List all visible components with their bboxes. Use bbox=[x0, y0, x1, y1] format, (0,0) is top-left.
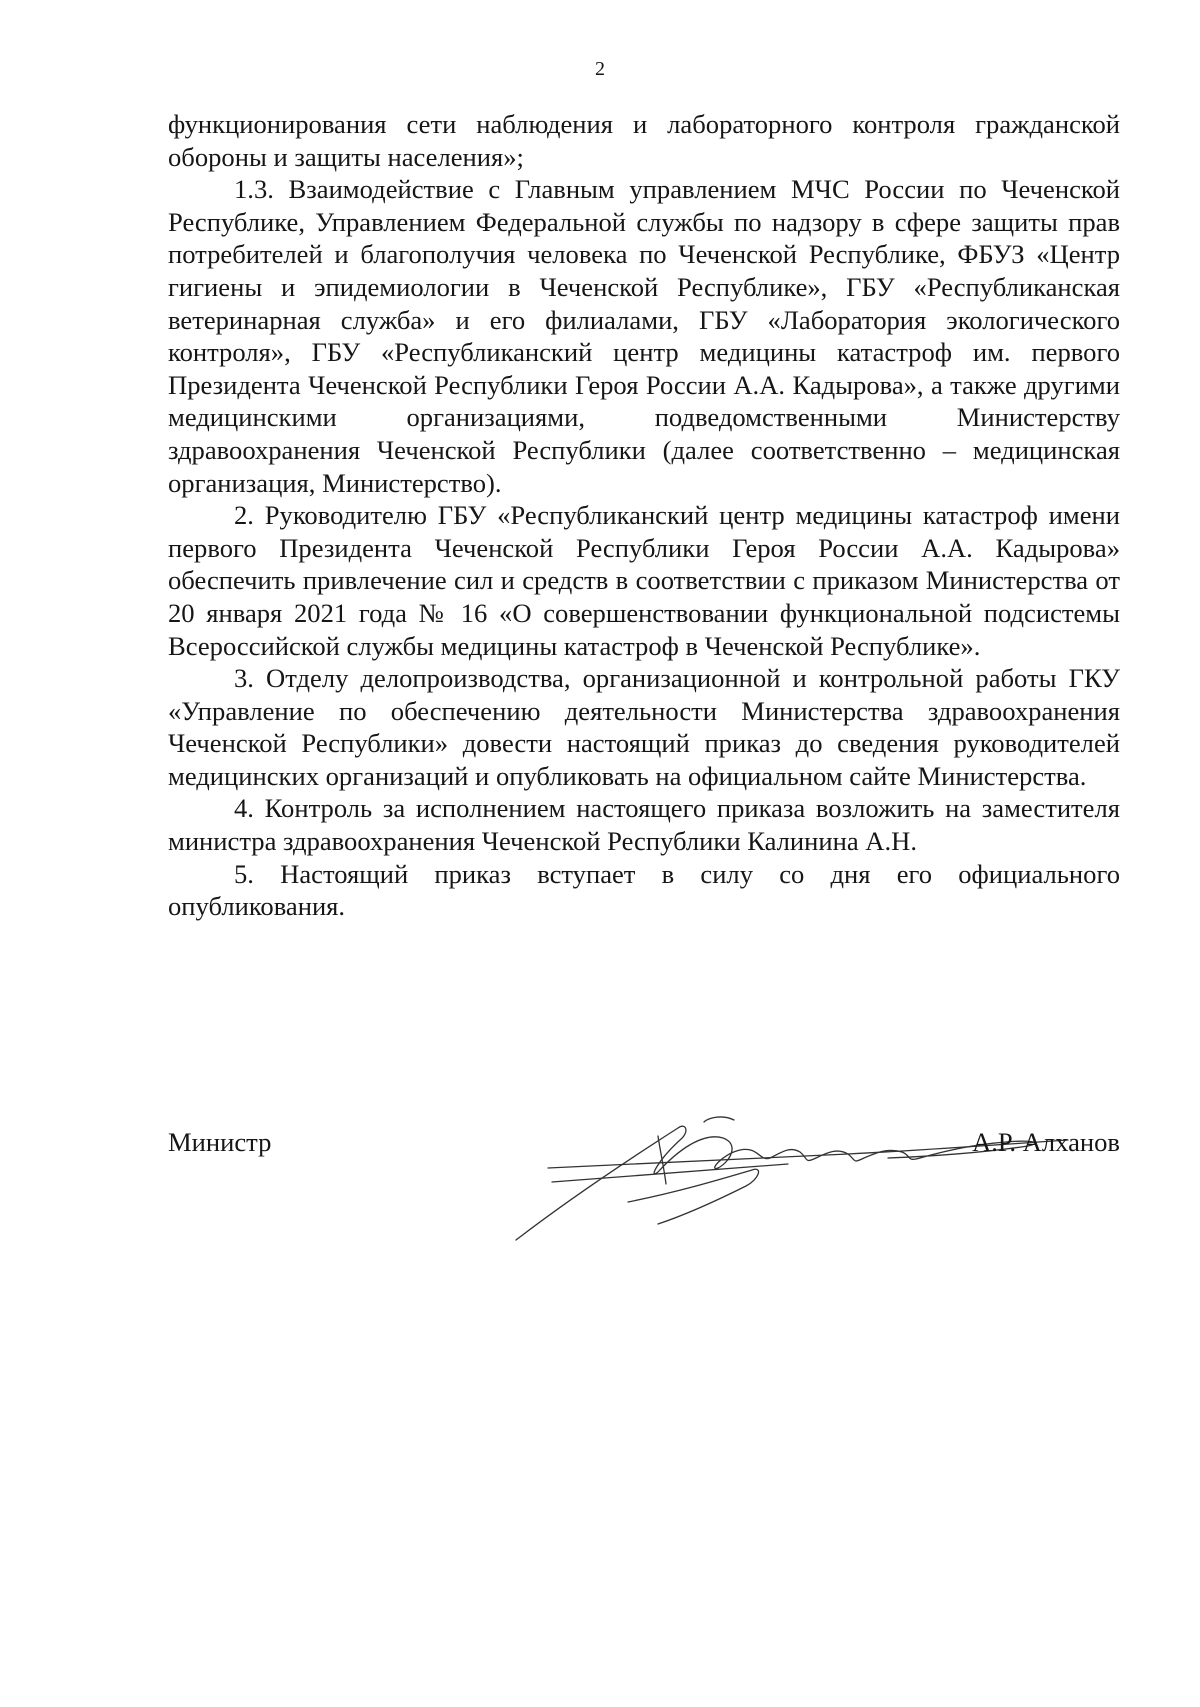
page-number: 2 bbox=[595, 58, 605, 80]
signatory-position: Министр bbox=[168, 1127, 272, 1157]
signatory-name: А.Р. Алханов bbox=[972, 1127, 1120, 1157]
paragraph-item-2: 2. Руководителю ГБУ «Республиканский центр медицины катастроф имени первого Президента Чеченской Республики Героя России А.А. Кадырова» обеспечить привлечение сил и средств в соответствии с приказом Министерства от 20 января 2021 года № 16 «О совершенствовании функциональной подсистемы Всероссийской службы медицины катастроф в Чеченской Республике». bbox=[168, 500, 1120, 661]
paragraph-item-4: 4. Контроль за исполнением настоящего приказа возложить на заместителя министра здравоохранения Чеченской Республики Калинина А.Н. bbox=[168, 793, 1120, 857]
signature-block bbox=[168, 1110, 1120, 1250]
paragraph-item-5: 5. Настоящий приказ вступает в силу со дня его официального опубликования. bbox=[168, 858, 1120, 922]
paragraph-continuation: функционирования сети наблюдения и лабораторного контроля гражданской обороны и защиты населения»; bbox=[168, 109, 1120, 172]
document-body bbox=[168, 108, 1120, 923]
paragraph-item-1-3: 1.3. Взаимодействие с Главным управлением МЧС России по Чеченской Республике, Управлением Федеральной службы по надзору в сфере защиты прав потребителей и благополучия человека по Чеченской Республике, ФБУЗ «Центр гигиены и эпидемиологии в Чеченской Республике», ГБУ «Республиканская ветеринарная служба» и его филиалами, ГБУ «Лаборатория экологического контроля», ГБУ «Республиканский центр медицины катастроф им. первого Президента Чеченской Республики Героя России А.А. Кадырова», а также другими медицинскими организациями, подведомственными Министерству здравоохранения Чеченской Республики (далее соответственно – медицинская организация, Министерство). bbox=[168, 174, 1120, 498]
paragraph-item-3: 3. Отделу делопроизводства, организационной и контрольной работы ГКУ «Управление по обеспечению деятельности Министерства здравоохранения Чеченской Республики» довести настоящий приказ до сведения руководителей медицинских организаций и опубликовать на официальном сайте Министерства. bbox=[168, 663, 1120, 791]
